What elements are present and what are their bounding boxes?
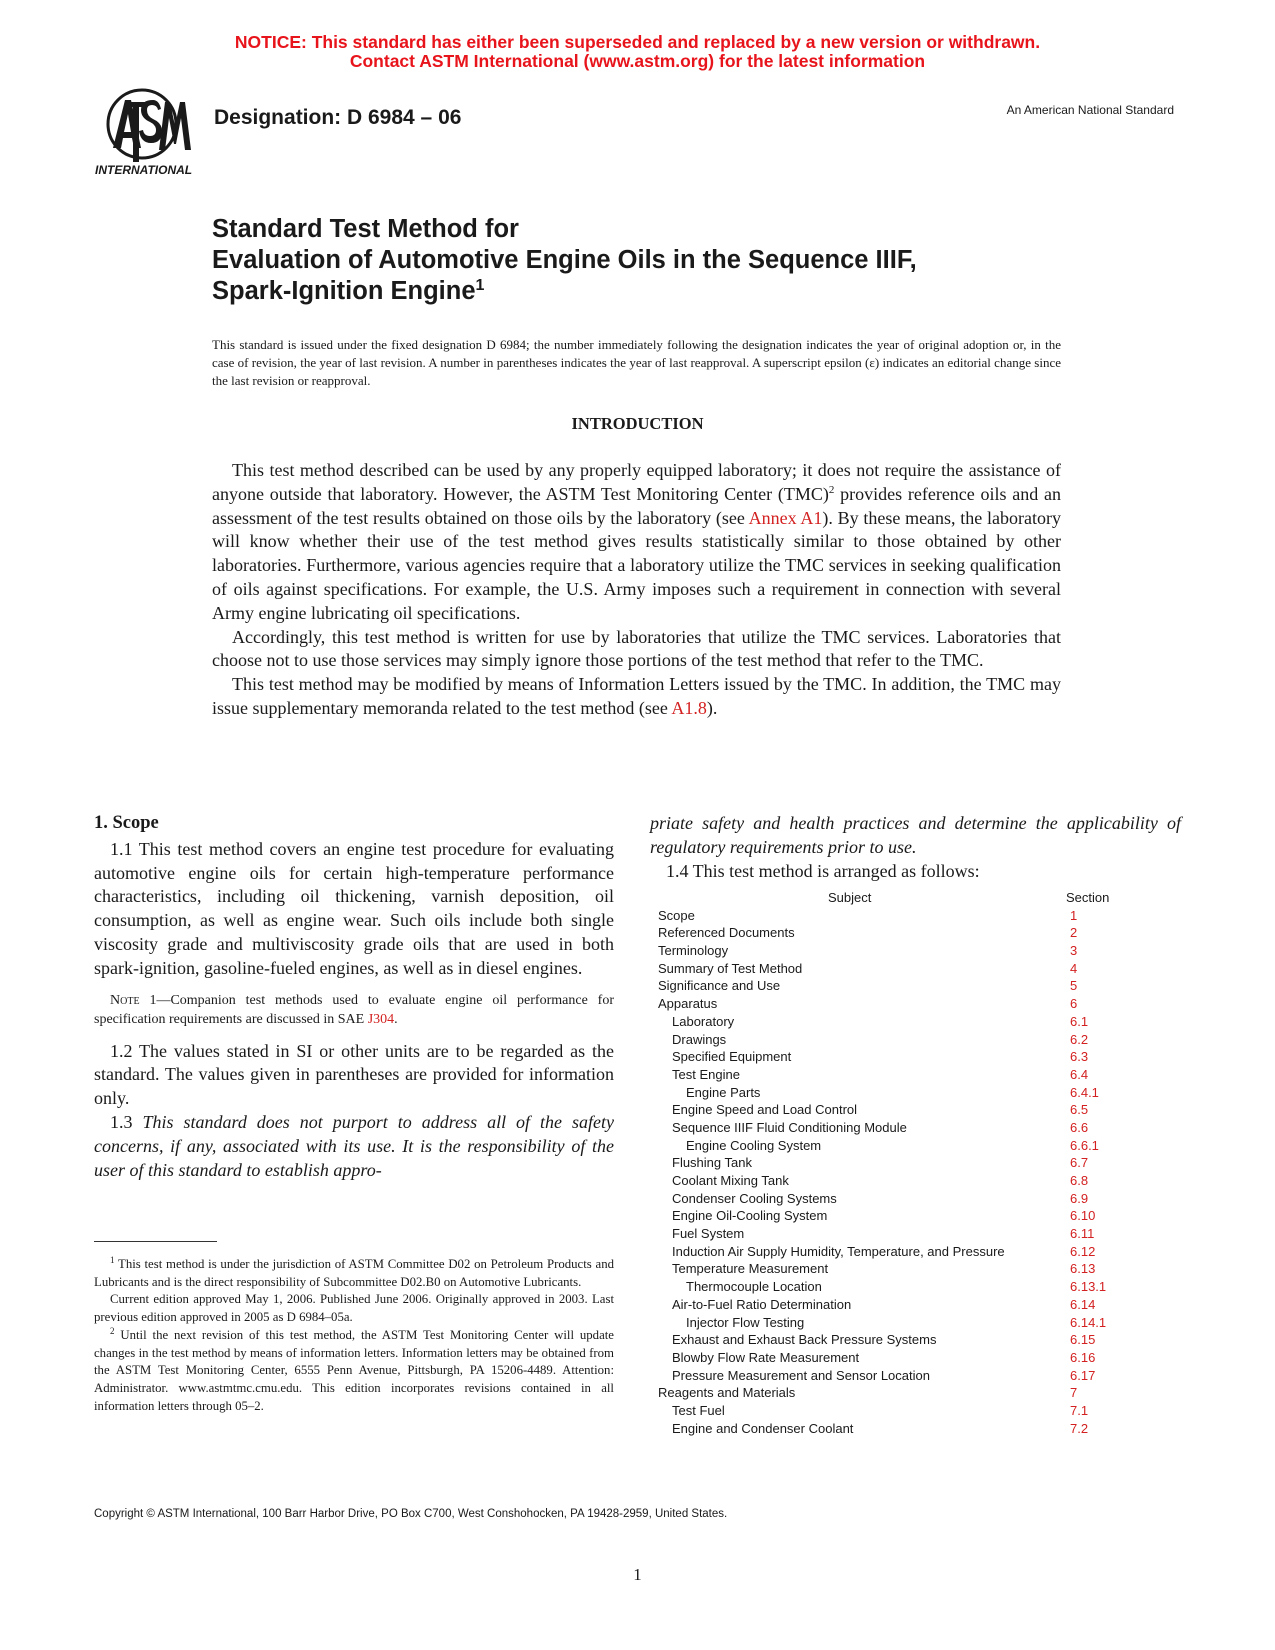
intro-paragraph-2: Accordingly, this test method is written for use by laboratories that utilize the TMC services. Laboratories that choose not to use those services may simply ignore those portions of the test method that refer to the TMC. <box>212 626 1061 671</box>
contents-subject: Test Engine <box>672 1066 740 1082</box>
contents-section-link[interactable]: 6.7 <box>1070 1155 1089 1171</box>
contents-subject: Reagents and Materials <box>658 1385 796 1401</box>
notice-line-2: Contact ASTM International (www.astm.org) for the latest information <box>349 51 926 71</box>
astm-logo-icon <box>95 86 200 181</box>
section-header: Section <box>1066 890 1110 905</box>
intro-p1-text-3: ). By these means, the laboratory will know whether their use of the test method gives results statistically similar to those obtained by other laboratories. Furthermore, various agencies require that a laboratory utilize the TMC services in seeking qualification of oils against specifications. For example, the U.S. Army imposes such a requirement in connection with several Army engine lubricating oil specifications. <box>212 507 1062 623</box>
footnote-1-mark: 1 <box>110 1255 115 1265</box>
contents-section-link[interactable]: 6.3 <box>1070 1049 1089 1065</box>
contents-row <box>658 960 1138 978</box>
intro-p1-text-2: provides reference oils and an assessment of the test results obtained on those oils by the laboratory (see <box>212 483 1062 528</box>
section-1-3 <box>94 1111 614 1182</box>
contents-subject: Engine Parts <box>686 1084 761 1100</box>
contents-row <box>658 1349 1138 1367</box>
contents-section-link[interactable]: 6.12 <box>1070 1243 1096 1259</box>
intro-paragraph-3 <box>212 673 1061 721</box>
footnote-1-edition: Current edition approved May 1, 2006. Published June 2006. Originally approved in 2003. Last previous edition approved in 2005 as D 6984–05a. <box>94 1292 614 1325</box>
contents-section-link[interactable]: 6 <box>1070 996 1078 1012</box>
footnotes <box>94 1256 614 1415</box>
contents-subject: Scope <box>658 907 695 923</box>
contents-section-link[interactable]: 6.6 <box>1070 1119 1089 1135</box>
notice-banner <box>0 33 1275 71</box>
issuance-statement: This standard is issued under the fixed designation D 6984; the number immediately following the designation indicates the year of original adoption or, in the case of revision, the year of last revision. A number in parentheses indicates the year of last reapproval. A superscript epsilon (ε) indicates an editorial change since the last revision or reapproval. <box>212 337 1061 388</box>
contents-subject: Exhaust and Exhaust Back Pressure Systems <box>672 1332 937 1348</box>
contents-subject: Induction Air Supply Humidity, Temperature, and Pressure <box>672 1243 1005 1259</box>
contents-subject: Flushing Tank <box>672 1155 752 1171</box>
contents-subject: Coolant Mixing Tank <box>672 1173 789 1188</box>
intro-footnote-mark: 2 <box>828 483 835 496</box>
title-footnote-mark: 1 <box>475 277 485 294</box>
contents-subject: Pressure Measurement and Sensor Location <box>672 1367 930 1383</box>
introduction-heading: INTRODUCTION <box>571 414 704 433</box>
contents-row <box>658 1207 1138 1225</box>
contents-subject: Engine Speed and Load Control <box>672 1102 858 1118</box>
contents-section-link[interactable]: 6.5 <box>1070 1102 1089 1118</box>
contents-section-link[interactable]: 6.8 <box>1070 1173 1089 1188</box>
footnote-1 <box>94 1256 614 1291</box>
page-number: 1 <box>633 1565 642 1584</box>
contents-section-link[interactable]: 6.14 <box>1070 1296 1096 1312</box>
section-1-3-cont-text: priate safety and health practices and determine the applicability of regulatory requirements prior to use. <box>650 813 1181 857</box>
contents-row <box>658 1119 1138 1137</box>
contents-subject: Thermocouple Location <box>686 1279 822 1295</box>
contents-row <box>658 924 1138 942</box>
contents-section-link[interactable]: 6.6.1 <box>1070 1137 1099 1153</box>
footnote-2-text: Until the next revision of this test method, the ASTM Test Monitoring Center will update changes in the test method by means of information letters. Information letters may be obtained from the ASTM Test Monitoring Center, 6555 Penn Avenue, Pittsburgh, PA 15206-4489. Attention: Administrator. www.astmtmc.cmu.edu. This edition incorporates revisions contained in all information letters through 05–2. <box>94 1327 614 1413</box>
contents-subject: Referenced Documents <box>658 925 795 941</box>
contents-row <box>658 1260 1138 1278</box>
contents-section-link[interactable]: 6.17 <box>1070 1367 1096 1383</box>
contents-row <box>658 1243 1138 1261</box>
contents-section-link[interactable]: 7.2 <box>1070 1420 1089 1436</box>
contents-row <box>658 1031 1138 1049</box>
contents-section-link[interactable]: 6.2 <box>1070 1031 1089 1047</box>
contents-section-link[interactable]: 6.11 <box>1070 1226 1095 1242</box>
footnote-2-mark: 2 <box>110 1325 115 1336</box>
contents-section-link[interactable]: 6.1 <box>1070 1013 1089 1029</box>
contents-subject: Engine Cooling System <box>686 1137 822 1153</box>
notice-line-1: NOTICE: This standard has either been superseded and replaced by a new version or withdrawn. <box>234 32 1041 52</box>
contents-section-link[interactable]: 1 <box>1070 907 1078 923</box>
annex-a1-link[interactable]: Annex A1 <box>748 507 823 528</box>
contents-subject: Injector Flow Testing <box>686 1314 805 1330</box>
contents-row <box>658 1384 1138 1402</box>
note-text: 1—Companion test methods used to evaluate engine oil performance for specification requirements are discussed in SAE <box>94 992 614 1028</box>
contents-section-link[interactable]: 6.13 <box>1070 1261 1096 1277</box>
contents-subject: Laboratory <box>672 1013 735 1029</box>
contents-header-row <box>658 889 1138 907</box>
contents-row <box>658 942 1138 960</box>
title-line-1: Standard Test Method for <box>212 215 519 243</box>
contents-section-link[interactable]: 6.13.1 <box>1070 1279 1107 1295</box>
contents-section-link[interactable]: 6.9 <box>1070 1190 1089 1206</box>
section-1-2: 1.2 The values stated in SI or other units are to be regarded as the standard. The values given in parentheses are provided for information only. <box>94 1040 614 1109</box>
section-1-3-number: 1.3 <box>110 1111 143 1132</box>
contents-row <box>658 1154 1138 1172</box>
contents-row <box>658 1225 1138 1243</box>
contents-row <box>658 1048 1138 1066</box>
contents-section-link[interactable]: 4 <box>1070 960 1078 976</box>
contents-section-link[interactable]: 6.16 <box>1070 1349 1096 1365</box>
contents-row <box>658 1066 1138 1084</box>
note-label: Note <box>110 992 140 1008</box>
note-1 <box>94 991 614 1030</box>
section-1-1: 1.1 This test method covers an engine test procedure for evaluating automotive engine oils for certain high-temperature performance characteristics, including oil thickening, varnish deposition, oil consumption, as well as engine wear. Such oils include both single viscosity grade and multiviscosity grade oils that are used in both spark-ignition, gasoline-fueled engines, as well as in diesel engines. <box>94 838 614 978</box>
intro-p3-text: This test method may be modified by means of Information Letters issued by the TMC. In addition, the TMC may issue supplementary memoranda related to the test method (see <box>212 674 1061 718</box>
j304-link[interactable]: J304 <box>367 1012 395 1028</box>
section-1-4: 1.4 This test method is arranged as follows: <box>666 860 980 881</box>
section-1-3-continued <box>650 812 1181 860</box>
contents-row <box>658 907 1138 925</box>
logo-text: INTERNATIONAL <box>95 163 193 177</box>
american-national-standard-label: An American National Standard <box>1006 103 1174 117</box>
contents-subject: Apparatus <box>658 996 718 1012</box>
contents-subject: Sequence IIIF Fluid Conditioning Module <box>672 1119 907 1135</box>
contents-subject: Condenser Cooling Systems <box>672 1190 837 1206</box>
contents-subject: Significance and Use <box>658 978 781 994</box>
contents-subject: Temperature Measurement <box>672 1261 829 1277</box>
contents-section-link[interactable]: 6.4 <box>1070 1066 1089 1082</box>
contents-row <box>658 977 1138 995</box>
contents-subject: Air-to-Fuel Ratio Determination <box>672 1296 852 1312</box>
contents-subject: Fuel System <box>672 1226 745 1242</box>
designation: Designation: D 6984 – 06 <box>214 106 462 129</box>
intro-paragraph-1 <box>212 459 1061 626</box>
introduction-body <box>212 459 1061 721</box>
contents-section-link[interactable]: 7.1 <box>1070 1402 1089 1418</box>
contents-row <box>658 1367 1138 1385</box>
title-line-2: Evaluation of Automotive Engine Oils in the Sequence IIIF, <box>212 246 917 274</box>
left-column <box>94 812 614 1182</box>
intro-p3-text-2: ). <box>706 697 718 718</box>
contents-row <box>658 1331 1138 1349</box>
footnote-1-text: This test method is under the jurisdiction of ASTM Committee D02 on Petroleum Products and Lubricants and is the direct responsibility of Subcommittee D02.B0 on Automotive Lubricants. <box>94 1257 614 1289</box>
document-title <box>212 214 917 307</box>
contents-row <box>658 1314 1138 1332</box>
contents-table <box>658 889 1138 1437</box>
contents-subject: Specified Equipment <box>672 1049 792 1065</box>
contents-row <box>658 1137 1138 1155</box>
note-end: . <box>394 1012 398 1028</box>
contents-section-link[interactable]: 6.14.1 <box>1070 1314 1107 1330</box>
contents-subject: Engine Oil-Cooling System <box>672 1208 828 1224</box>
contents-subject: Engine and Condenser Coolant <box>672 1420 854 1436</box>
a1-8-link[interactable]: A1.8 <box>671 697 707 718</box>
contents-subject: Summary of Test Method <box>658 960 803 976</box>
intro-p1-text: This test method described can be used by any properly equipped laboratory; it does not require the assistance of anyone outside that laboratory. However, the ASTM Test Monitoring Center (TMC) <box>212 460 1061 504</box>
contents-subject: Blowby Flow Rate Measurement <box>672 1349 860 1365</box>
contents-row <box>658 1101 1138 1119</box>
scope-heading: 1. Scope <box>94 813 159 833</box>
contents-section-link[interactable]: 6.10 <box>1070 1208 1096 1224</box>
contents-row <box>658 1172 1138 1190</box>
contents-row <box>658 1278 1138 1296</box>
contents-section-link[interactable]: 2 <box>1070 925 1078 941</box>
contents-row <box>658 1013 1138 1031</box>
footnote-divider <box>94 1241 217 1242</box>
contents-section-link[interactable]: 3 <box>1070 943 1078 959</box>
footnote-2 <box>94 1327 614 1416</box>
section-1-3-text: This standard does not purport to address all of the safety concerns, if any, associated with its use. It is the responsibility of the user of this standard to establish appro- <box>94 1111 614 1180</box>
contents-section-link[interactable]: 5 <box>1070 978 1078 994</box>
contents-row <box>658 1402 1138 1420</box>
copyright-notice: Copyright © ASTM International, 100 Barr Harbor Drive, PO Box C700, West Conshohocken, PA 19428-2959, United States. <box>94 1508 728 1520</box>
right-column <box>650 812 1181 883</box>
title-line-3: Spark-Ignition Engine <box>212 277 476 305</box>
contents-row <box>658 995 1138 1013</box>
contents-section-link[interactable]: 6.15 <box>1070 1332 1096 1348</box>
contents-row <box>658 1190 1138 1208</box>
contents-subject: Drawings <box>672 1031 727 1047</box>
subject-header: Subject <box>828 890 872 905</box>
contents-row <box>658 1296 1138 1314</box>
contents-row <box>658 1084 1138 1102</box>
contents-row <box>658 1420 1138 1438</box>
contents-subject: Test Fuel <box>672 1402 725 1418</box>
contents-subject: Terminology <box>658 943 729 959</box>
contents-section-link[interactable]: 7 <box>1070 1385 1078 1401</box>
contents-section-link[interactable]: 6.4.1 <box>1070 1084 1099 1100</box>
